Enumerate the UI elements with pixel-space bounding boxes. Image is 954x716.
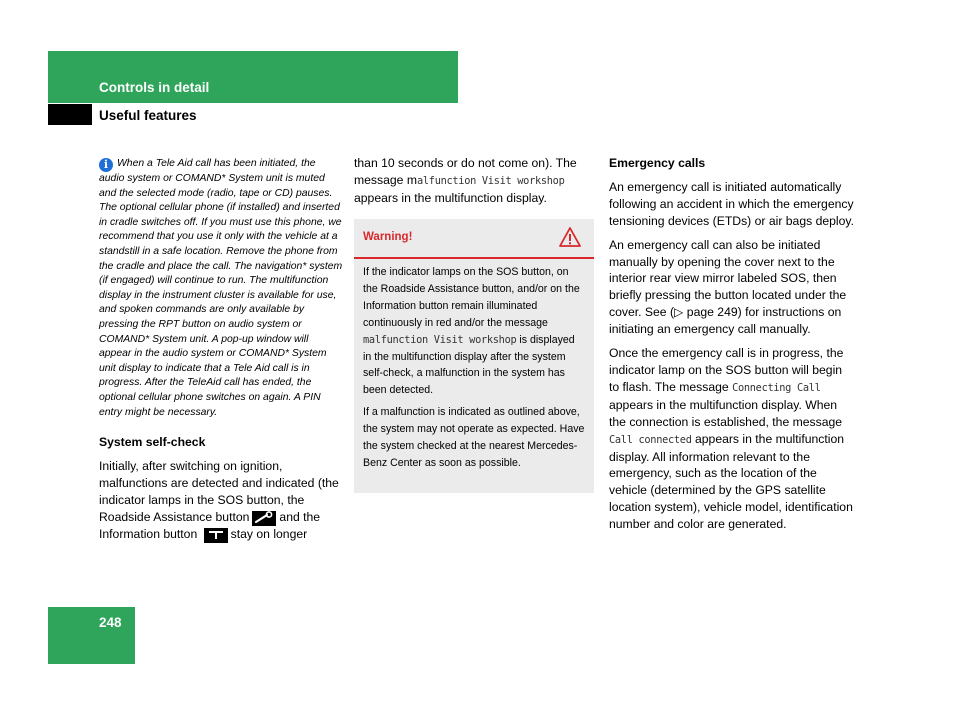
paragraph-text: An emergency call can also be initiated manually by opening the cover next to the interior rear view mirror labeled SOS, then briefly pressing the button located under the cover. See (: [609, 237, 847, 320]
warning-box: [354, 219, 594, 493]
info-icon: i: [99, 158, 113, 172]
paragraph-text: Once the emergency call is in progress, the indicator lamp on the SOS button will begin to flash. The message: [609, 346, 844, 394]
note-paragraph: [99, 157, 343, 420]
display-message: Call connected: [609, 433, 692, 446]
warning-header: [354, 219, 594, 259]
continuation-text: appears in the multifunction display.: [354, 190, 547, 205]
warning-triangle-icon: [559, 227, 581, 247]
display-message: Connecting Call: [732, 381, 821, 394]
continuation-text: than 10 seconds or do not come on). The message m: [354, 156, 577, 187]
self-check-text: and the Information button: [99, 509, 321, 541]
display-message: malfunction Visit workshop: [363, 333, 517, 346]
continuation-paragraph: [354, 155, 594, 207]
paragraph-text: appears in the multifunction display. All information relevant to the emergency, such as the location of the vehicle (determined by the GPS satellite location system), vehicle model, identification number and color are generated.: [609, 431, 853, 532]
information-button-icon: [204, 528, 228, 543]
warning-label: Warning!: [363, 231, 413, 243]
paragraph-text: appears in the multifunction display. When the connection is established, the message: [609, 397, 843, 429]
note-text: When a Tele Aid call has been initiated, the audio system or COMAND* System unit is muted and the selected mode (radio, tape or CD) pauses. The optional cellular phone (if installed) and inserted in cradle switches off. If you must use this phone, we recommend that you use it only with the vehicle at a standstill in a safe location. Remove the phone from the cradle and place the call. The navigation* system (if engaged) will continue to run. The multifunction display in the instrument cluster is available for use, and spoken commands are only available by pressing the RPT button on audio system or COMAND* System unit. A pop-up window will appear in the audio system or COMAND* System unit display to indicate that a Tele Aid call is in progress. After the TeleAid call has ended, the optional cellular phone switches on again. A PIN entry might be necessary.: [99, 158, 343, 418]
page-reference-arrow-icon: ▷: [674, 305, 684, 320]
column-right: [609, 155, 854, 533]
wrench-icon: [252, 511, 276, 526]
column-left: [99, 157, 343, 543]
emergency-paragraph-3: [609, 345, 854, 533]
emergency-paragraph-1: An emergency call is initiated automatically following an accident in which the emergency tensioning devices (ETDs) or air bags deploy.: [609, 179, 854, 228]
warning-text: is displayed in the multifunction display after the system self-check, a malfunction in the system has been detected.: [363, 333, 575, 397]
display-message: alfunction Visit workshop: [417, 174, 565, 187]
self-check-heading: System self-check: [99, 435, 206, 450]
warning-body: [354, 259, 594, 472]
header-bar: [48, 51, 458, 103]
page-number: 248: [99, 615, 122, 630]
emergency-calls-heading: Emergency calls: [609, 156, 706, 170]
subsection-marker: [48, 104, 92, 125]
warning-text: If the indicator lamps on the SOS button, on the Roadside Assistance button, and/or on the Information button remain illuminated continuously in red and/or the message: [363, 266, 580, 329]
emergency-paragraph-2: [609, 237, 854, 338]
self-check-text: stay on longer: [230, 526, 308, 541]
paragraph-text: page 249) for instructions on initiating an emergency call manually.: [609, 305, 842, 337]
warning-paragraph: [363, 264, 585, 399]
subsection-title: Useful features: [99, 108, 197, 123]
self-check-text: Initially, after switching on ignition, malfunctions are detected and indicated (the indicator lamps in the SOS button, the Roadside Assistance button: [99, 459, 339, 524]
self-check-paragraph: [99, 458, 343, 543]
column-middle: [354, 155, 594, 207]
warning-paragraph: If a malfunction is indicated as outlined above, the system may not operate as expected. Have the system checked at the nearest Mercedes-Benz Center as soon as possible.: [363, 406, 585, 469]
section-title: Controls in detail: [99, 80, 210, 95]
